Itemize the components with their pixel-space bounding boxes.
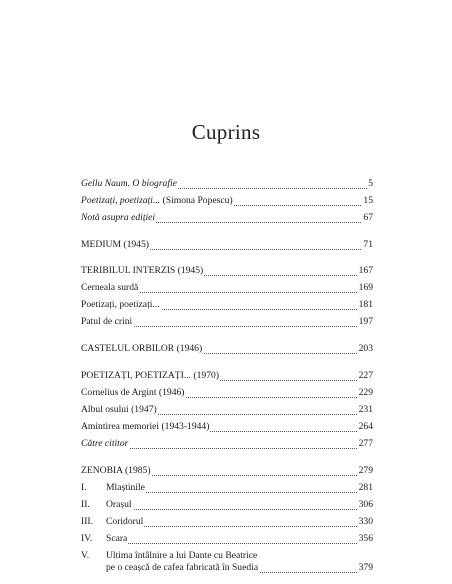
toc-entry-label: Patul de crini	[81, 316, 133, 327]
toc-entry-label: Gellu Naum. O biografie	[81, 178, 177, 189]
toc-entry-label: MEDIUM (1945)	[81, 239, 149, 250]
toc-entry-label: Poetizați, poetizați...	[81, 299, 160, 310]
toc-entry-label: Albul osului (1947)	[81, 404, 157, 415]
toc-entry-medium[interactable]	[81, 238, 373, 252]
toc-entry-page: 277	[358, 438, 373, 449]
toc-entry-page: 281	[358, 482, 373, 493]
toc-entry-page: 5	[368, 178, 373, 189]
page-title: Cuprins	[191, 120, 261, 144]
toc-entry-castelul-orbilor[interactable]	[81, 342, 373, 356]
toc-entry-numeral: III.	[81, 516, 93, 527]
toc-entry-numeral: II.	[81, 499, 90, 510]
toc-entry-page: 306	[358, 499, 373, 510]
toc-entry-label: Scara	[106, 533, 128, 544]
toc-entry-label: CASTELUL ORBILOR (1946)	[81, 343, 203, 354]
toc-entry-poetizati-1970[interactable]	[81, 369, 373, 383]
toc-entry-cornelius-de-argint[interactable]	[81, 386, 373, 400]
toc-entry-teribilul-interzis[interactable]	[81, 264, 373, 278]
toc-entry-catre-cititor[interactable]	[81, 437, 373, 451]
toc-entry-label: Cornelius de Argint (1946)	[81, 387, 185, 398]
toc-entry-page: 67	[363, 212, 373, 223]
toc-entry-page: 379	[358, 562, 373, 573]
toc-entry-page: 169	[358, 282, 373, 293]
toc-entry-label-line2: pe o ceașcă de cafea fabricată în Suedia	[106, 562, 259, 573]
toc-entry-label: POETIZAȚI, POETIZAȚI... (1970)	[81, 370, 220, 381]
toc-entry-page: 181	[358, 299, 373, 310]
toc-entry-label-wrap	[81, 194, 234, 208]
toc-entry-page: 203	[358, 343, 373, 354]
toc-entry-label: Poetizați, poetizați...	[81, 195, 161, 206]
toc-entry-albul-osului[interactable]	[81, 403, 373, 417]
toc-entry-label-wrap	[81, 498, 133, 512]
toc-entry-page: 15	[363, 195, 373, 206]
toc-entry-label: Orașul	[106, 499, 132, 510]
toc-entry-label: TERIBILUL INTERZIS (1945)	[81, 265, 204, 276]
toc-entry-label: Amintirea memoriei (1943-1944)	[81, 421, 210, 432]
toc-entry-page: 264	[358, 421, 373, 432]
toc-entry-page: 71	[363, 239, 373, 250]
toc-entry-label: Notă asupra ediției	[81, 212, 156, 223]
toc-entry-label-line1: Ultima întâlnire a lui Dante cu Beatrice	[106, 550, 258, 561]
toc-entry-label: Către cititor	[81, 438, 129, 449]
toc-entry-nota-asupra-editiei[interactable]	[81, 211, 373, 225]
toc-entry-page: 197	[358, 316, 373, 327]
toc-entry-label: Cerneala surdă	[81, 282, 139, 293]
toc-entry-page: 227	[358, 370, 373, 381]
toc-entry-amintirea-memoriei[interactable]	[81, 420, 373, 434]
toc-entry-label: ZENOBIA (1985)	[81, 465, 151, 476]
toc-entry-numeral: I.	[81, 482, 87, 493]
toc-entry-poetizati-poetizati[interactable]	[81, 298, 373, 312]
toc-entry-page: 229	[358, 387, 373, 398]
toc-entry-page: 167	[358, 265, 373, 276]
toc-entry-author: (Simona Popescu)	[160, 195, 233, 206]
toc-entry-cerneala-surda[interactable]	[81, 281, 373, 295]
toc-entry-page: 330	[358, 516, 373, 527]
toc-entry-label: Coridorul	[106, 516, 144, 527]
toc-entry-orasul[interactable]	[81, 498, 373, 512]
toc-entry-poetizati-essay[interactable]	[81, 194, 373, 208]
toc-entry-label: Mlaștinile	[106, 482, 145, 493]
toc-entry-page: 231	[358, 404, 373, 415]
toc-entry-label-wrap	[81, 532, 128, 546]
toc-entry-label-wrap	[81, 515, 144, 529]
toc-entry-page: 279	[358, 465, 373, 476]
toc-entry-mlastinile[interactable]	[81, 481, 373, 495]
toc-entry-patul-de-crini[interactable]	[81, 315, 373, 329]
toc-entry-gellu-naum-biografie[interactable]	[81, 177, 373, 191]
toc-entry-numeral: V.	[81, 550, 90, 561]
toc-entry-numeral: IV.	[81, 533, 93, 544]
toc-entry-ultima-intalnire[interactable]	[81, 549, 373, 575]
toc-entry-label-wrap	[81, 481, 146, 495]
toc-entry-coridorul[interactable]	[81, 515, 373, 529]
toc-entry-scara[interactable]	[81, 532, 373, 546]
toc-entry-page: 356	[358, 533, 373, 544]
toc-entry-zenobia[interactable]	[81, 464, 373, 478]
